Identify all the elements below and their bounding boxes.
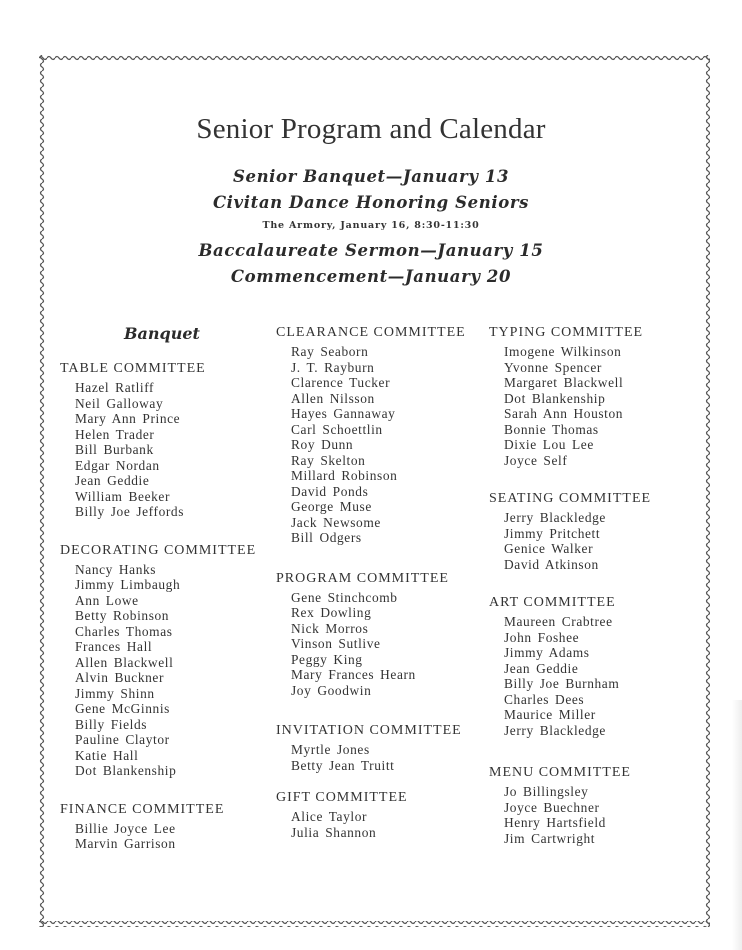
committee-heading: MENU COMMITTEE [489, 765, 631, 780]
member-name: Alice Taylor [291, 809, 368, 824]
member-name: Katie Hall [75, 747, 139, 763]
member-name: Rex Dowling [291, 605, 372, 620]
member-name: Yvonne Spencer [504, 359, 602, 375]
member-name: Jo Billingsley [504, 784, 589, 799]
member-name: Betty Robinson [75, 608, 170, 623]
member-name: Hayes Gannaway [291, 406, 396, 421]
event-civitan-dance-details: The Armory, January 16, 8:30-11:30 [262, 220, 480, 231]
committee-heading: CLEARANCE COMMITTEE [276, 325, 466, 340]
member-name: Vinson Sutlive [291, 636, 381, 651]
committee-art [489, 592, 651, 738]
member-name: Jimmy Adams [504, 645, 590, 660]
committee-heading: TABLE COMMITTEE [60, 361, 206, 376]
committee-heading: DECORATING COMMITTEE [60, 542, 257, 558]
page-edge-shadow [732, 700, 742, 950]
page-title: Senior Program and Calendar [196, 113, 546, 145]
committee-typing [489, 322, 651, 468]
member-name: Jim Cartwright [504, 830, 596, 846]
event-senior-banquet: Senior Banquet—January 13 [232, 167, 510, 186]
section-heading-banquet: Banquet [124, 324, 200, 343]
member-name: Ray Skelton [291, 452, 366, 468]
member-name: Jean Geddie [504, 660, 579, 676]
member-name: Dixie Lou Lee [504, 437, 594, 452]
committee-gift [276, 787, 466, 840]
member-name: Jimmy Pritchett [504, 525, 601, 541]
member-name: J. T. Rayburn [291, 359, 375, 375]
member-name: Imogene Wilkinson [504, 344, 622, 359]
member-name: Mary Ann Prince [75, 411, 181, 426]
member-name: Charles Dees [504, 691, 585, 707]
member-name: Roy Dunn [291, 437, 354, 452]
member-name: Pauline Claytor [75, 732, 170, 747]
committee-heading: TYPING COMMITTEE [489, 325, 644, 340]
event-baccalaureate: Baccalaureate Sermon—January 15 [198, 241, 544, 260]
member-name: David Ponds [291, 483, 369, 499]
member-name: Joyce Buechner [504, 799, 600, 815]
committee-invitation [276, 720, 466, 773]
member-name: Clarence Tucker [291, 375, 391, 390]
member-name: Bill Burbank [75, 442, 154, 457]
member-name: Gene McGinnis [75, 701, 170, 716]
committee-seating [489, 488, 651, 572]
committee-heading: FINANCE COMMITTEE [60, 801, 225, 817]
member-name: Hazel Ratliff [75, 380, 155, 395]
member-name: Jack Newsome [291, 514, 381, 530]
member-name: Henry Hartsfield [504, 815, 606, 830]
member-name: Julia Shannon [291, 824, 377, 840]
committee-menu [489, 762, 651, 846]
member-name: Mary Frances Hearn [291, 667, 416, 682]
member-name: Jimmy Shinn [75, 685, 155, 701]
committee-heading: GIFT COMMITTEE [276, 790, 408, 805]
member-name: Millard Robinson [291, 468, 398, 483]
event-commencement: Commencement—January 20 [230, 267, 512, 286]
committee-program [276, 568, 466, 699]
column-2 [276, 322, 466, 840]
committee-heading: SEATING COMMITTEE [489, 491, 652, 506]
member-name: Helen Trader [75, 426, 155, 442]
member-name: Ray Seaborn [291, 344, 369, 359]
member-name: Billie Joyce Lee [75, 820, 176, 836]
member-name: George Muse [291, 499, 372, 514]
member-name: Marvin Garrison [75, 836, 176, 851]
member-name: Bonnie Thomas [504, 421, 599, 437]
member-name: Allen Blackwell [75, 654, 174, 670]
member-name: Maureen Crabtree [504, 614, 613, 629]
member-name: Billy Joe Burnham [504, 676, 620, 691]
member-name: Sarah Ann Houston [504, 406, 624, 421]
committee-clearance [276, 322, 466, 546]
member-name: David Atkinson [504, 556, 599, 572]
committee-heading: INVITATION COMMITTEE [276, 723, 462, 738]
member-name: Charles Thomas [75, 623, 173, 639]
member-name: Genice Walker [504, 541, 594, 556]
member-name: Betty Jean Truitt [291, 757, 395, 773]
member-name: John Foshee [504, 629, 580, 645]
column-3 [489, 322, 651, 846]
committee-finance [60, 799, 256, 852]
member-name: William Beeker [75, 488, 171, 504]
member-name: Jerry Blackledge [504, 722, 606, 738]
member-name: Jerry Blackledge [504, 510, 606, 525]
member-name: Margaret Blackwell [504, 375, 624, 390]
member-name: Maurice Miller [504, 707, 596, 722]
member-name: Joy Goodwin [291, 682, 372, 698]
member-name: Jean Geddie [75, 473, 150, 488]
member-name: Edgar Nordan [75, 457, 160, 473]
member-name: Carl Schoettlin [291, 421, 383, 437]
column-1 [60, 322, 256, 852]
member-name: Jimmy Limbaugh [75, 577, 181, 592]
committee-heading: ART COMMITTEE [489, 595, 616, 610]
member-name: Ann Lowe [75, 592, 139, 608]
member-name: Billy Fields [75, 716, 148, 732]
committee-heading: PROGRAM COMMITTEE [276, 570, 449, 586]
member-name: Peggy King [291, 651, 363, 667]
member-name: Frances Hall [75, 639, 153, 654]
member-name: Billy Joe Jeffords [75, 504, 185, 519]
member-name: Myrtle Jones [291, 742, 370, 757]
member-name: Dot Blankenship [75, 763, 177, 778]
member-name: Nick Morros [291, 620, 369, 636]
member-name: Bill Odgers [291, 530, 362, 545]
member-name: Neil Galloway [75, 395, 164, 411]
member-name: Dot Blankenship [504, 390, 606, 406]
member-name: Allen Nilsson [291, 390, 375, 406]
member-name: Joyce Self [504, 452, 568, 468]
member-name: Alvin Buckner [75, 670, 165, 685]
member-name: Nancy Hanks [75, 561, 157, 577]
committee-decorating [60, 540, 256, 779]
event-civitan-dance: Civitan Dance Honoring Seniors [212, 193, 530, 212]
member-name: Gene Stinchcomb [291, 589, 398, 605]
committee-table [60, 358, 256, 520]
